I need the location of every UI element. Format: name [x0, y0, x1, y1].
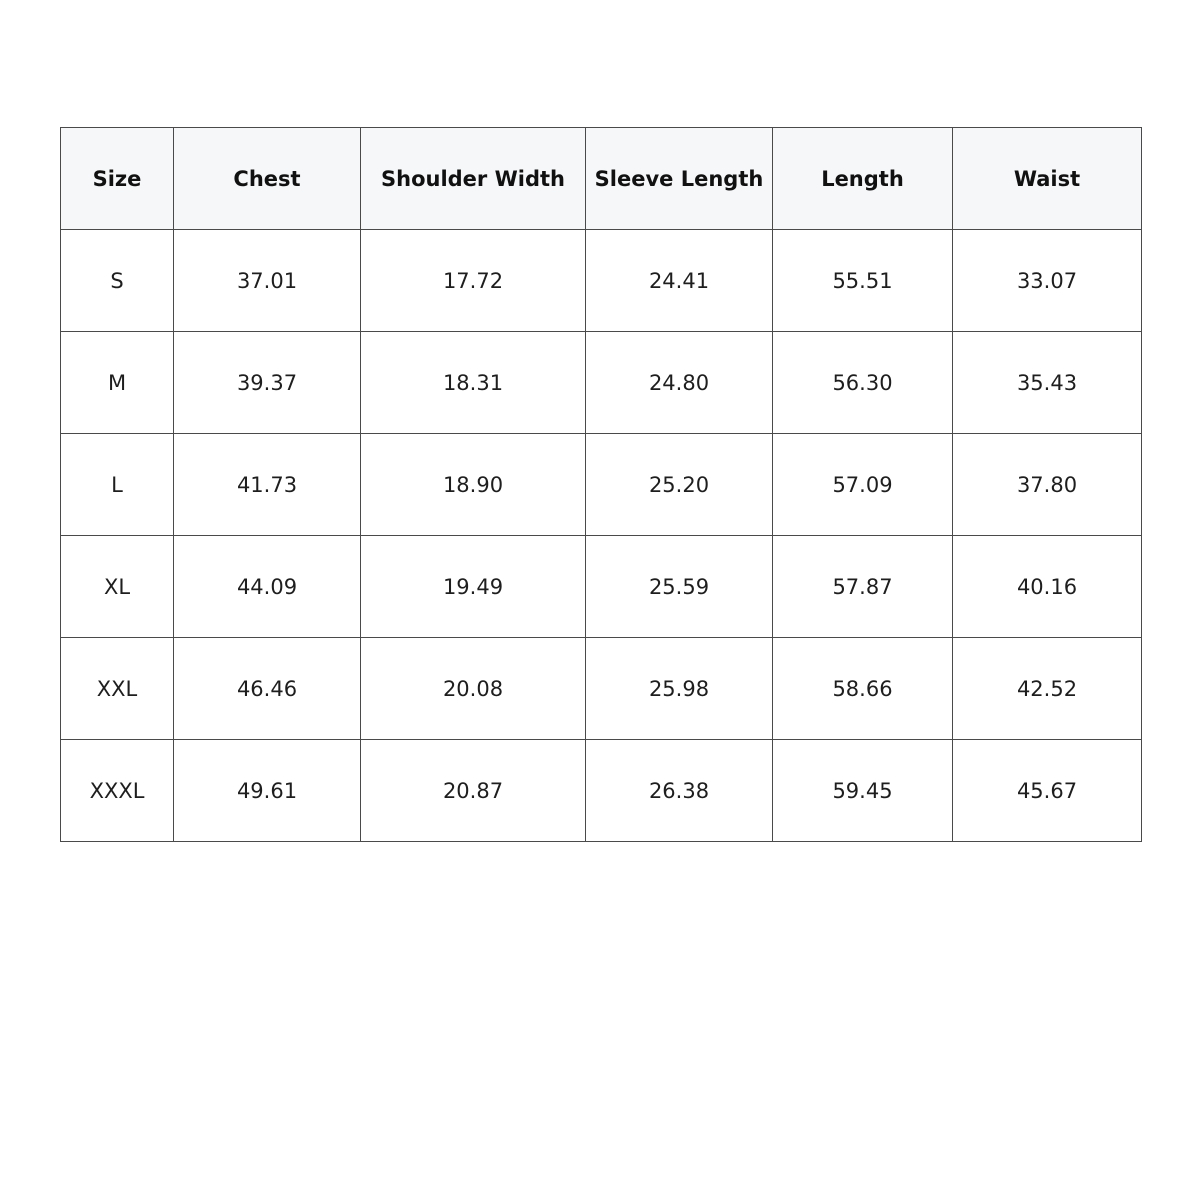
cell-shoulder-width: 19.49: [361, 536, 586, 638]
cell-sleeve-length: 26.38: [586, 740, 773, 842]
cell-sleeve-length: 25.20: [586, 434, 773, 536]
cell-waist: 40.16: [953, 536, 1142, 638]
cell-waist: 45.67: [953, 740, 1142, 842]
cell-chest: 44.09: [174, 536, 361, 638]
header-size: Size: [61, 128, 174, 230]
cell-length: 57.87: [773, 536, 953, 638]
cell-waist: 35.43: [953, 332, 1142, 434]
cell-length: 58.66: [773, 638, 953, 740]
header-sleeve-length: Sleeve Length: [586, 128, 773, 230]
cell-size: XXL: [61, 638, 174, 740]
cell-length: 59.45: [773, 740, 953, 842]
cell-shoulder-width: 17.72: [361, 230, 586, 332]
cell-chest: 49.61: [174, 740, 361, 842]
cell-sleeve-length: 25.98: [586, 638, 773, 740]
cell-chest: 46.46: [174, 638, 361, 740]
table-body: [61, 230, 1142, 842]
table-row: [61, 638, 1142, 740]
cell-sleeve-length: 25.59: [586, 536, 773, 638]
header-waist: Waist: [953, 128, 1142, 230]
cell-waist: 37.80: [953, 434, 1142, 536]
cell-length: 55.51: [773, 230, 953, 332]
header-row: [61, 128, 1142, 230]
table-row: [61, 434, 1142, 536]
cell-size: S: [61, 230, 174, 332]
cell-size: XL: [61, 536, 174, 638]
cell-size: XXXL: [61, 740, 174, 842]
table-row: [61, 230, 1142, 332]
cell-waist: 33.07: [953, 230, 1142, 332]
cell-size: L: [61, 434, 174, 536]
header-chest: Chest: [174, 128, 361, 230]
table-row: [61, 740, 1142, 842]
table-header: [61, 128, 1142, 230]
table-row: [61, 536, 1142, 638]
cell-length: 56.30: [773, 332, 953, 434]
cell-sleeve-length: 24.80: [586, 332, 773, 434]
cell-chest: 37.01: [174, 230, 361, 332]
cell-shoulder-width: 20.87: [361, 740, 586, 842]
header-shoulder-width: Shoulder Width: [361, 128, 586, 230]
cell-shoulder-width: 20.08: [361, 638, 586, 740]
table-row: [61, 332, 1142, 434]
cell-shoulder-width: 18.31: [361, 332, 586, 434]
cell-chest: 39.37: [174, 332, 361, 434]
cell-size: M: [61, 332, 174, 434]
cell-shoulder-width: 18.90: [361, 434, 586, 536]
cell-chest: 41.73: [174, 434, 361, 536]
header-length: Length: [773, 128, 953, 230]
cell-waist: 42.52: [953, 638, 1142, 740]
cell-sleeve-length: 24.41: [586, 230, 773, 332]
size-chart-table: [60, 127, 1142, 842]
cell-length: 57.09: [773, 434, 953, 536]
